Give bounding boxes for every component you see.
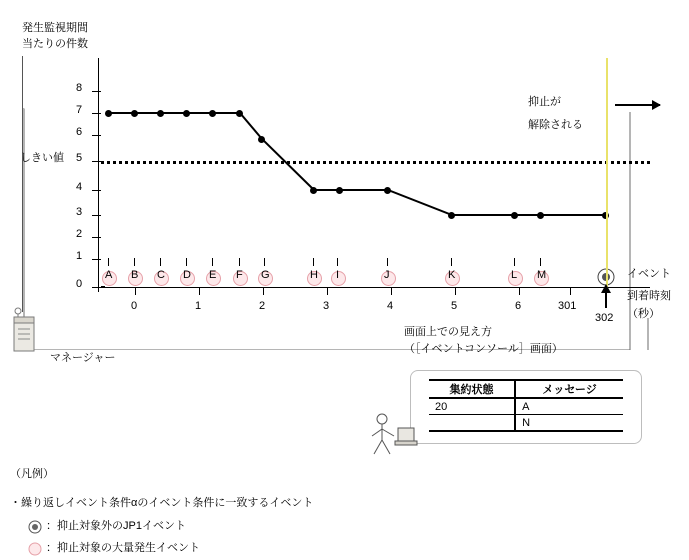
manager-label: マネージャー: [50, 352, 116, 364]
operator-person-icon: [368, 412, 430, 458]
suppress-release-line2: 解除される: [528, 119, 583, 131]
x-tick: [519, 288, 520, 295]
x-tick-label-5: 5: [451, 300, 458, 312]
data-point: [236, 110, 243, 117]
threshold-label: しきい値: [20, 152, 64, 164]
event-stem: [160, 258, 161, 266]
x-tick: [327, 288, 328, 295]
event-stem: [212, 258, 213, 266]
x-tick-label-6: 6: [515, 300, 522, 312]
y-tick-label-0: 0: [76, 278, 83, 290]
y-tick-label-7: 7: [76, 104, 83, 116]
x-tick: [570, 288, 571, 295]
event-marker-B-label: B: [131, 269, 139, 281]
event-marker-I-label: I: [336, 269, 340, 281]
x-tick: [391, 288, 392, 295]
event-marker-K-label: K: [448, 269, 456, 281]
legend-item-jp1-label: ：抑止対象外のJP1イベント: [46, 520, 186, 532]
event-axis-label-line1: イベント: [627, 268, 671, 280]
x-tick-label-2: 2: [259, 300, 266, 312]
event-marker-D-label: D: [183, 269, 191, 281]
legend-title: （凡例）: [10, 468, 54, 480]
cell-message: N: [515, 415, 623, 432]
y-tick-label-3: 3: [76, 206, 83, 218]
manager-server-icon: [6, 305, 52, 357]
event-marker-M-label: M: [537, 269, 547, 281]
event-marker-G-label: G: [261, 269, 270, 281]
y-tick-label-5: 5: [76, 152, 83, 164]
event-marker-H-label: H: [310, 269, 318, 281]
event-stem: [337, 258, 338, 266]
x-tick: [199, 288, 200, 295]
event-stem: [540, 258, 541, 266]
table-row: [429, 398, 623, 415]
y-tick-label-4: 4: [76, 181, 83, 193]
screen-note-line1: 画面上での見え方: [404, 326, 492, 338]
legend-item-suppressed-label: ：抑止対象の大量発生イベント: [46, 542, 200, 554]
suppress-release-line1: 抑止が: [528, 96, 561, 108]
event-marker-E-label: E: [209, 269, 217, 281]
event-marker-J-label: J: [384, 269, 390, 281]
cell-message: A: [515, 398, 623, 415]
y-tick-label-2: 2: [76, 228, 83, 240]
release-up-arrow-icon: [605, 292, 607, 308]
event-stem: [387, 258, 388, 266]
legend-item-suppressed: [28, 541, 200, 559]
data-point: [511, 212, 518, 219]
x-tick: [135, 288, 136, 295]
x-tick-label-4: 4: [387, 300, 394, 312]
x-tick: [455, 288, 456, 295]
event-console-panel[interactable]: [410, 370, 642, 444]
event-stem: [239, 258, 240, 266]
event-stem: [514, 258, 515, 266]
event-marker-C-label: C: [157, 269, 165, 281]
data-point: [131, 110, 138, 117]
y-tick-label-1: 1: [76, 250, 83, 262]
event-stem: [108, 258, 109, 266]
event-stem: [313, 258, 314, 266]
jp1-event-circle-icon: [28, 520, 42, 534]
event-stem: [264, 258, 265, 266]
col-header-state: 集約状態: [429, 380, 515, 398]
table-row: [429, 415, 623, 432]
data-point: [183, 110, 190, 117]
cell-state: [429, 415, 515, 432]
x-tick-label-1: 1: [195, 300, 202, 312]
event-marker-F-label: F: [236, 269, 243, 281]
data-point: [336, 187, 343, 194]
data-point: [209, 110, 216, 117]
event-marker-A-label: A: [105, 269, 113, 281]
suppressed-event-circle-icon: [28, 542, 42, 556]
y-axis-title-line2: 当たりの件数: [22, 38, 88, 50]
event-stem: [451, 258, 452, 266]
data-point: [384, 187, 391, 194]
x-tick: [263, 288, 264, 295]
x-tick-label-302: 302: [595, 312, 614, 324]
time-unit-label: （秒）: [627, 308, 660, 320]
event-stem: [186, 258, 187, 266]
y-axis-title-line1: 発生監視期間: [22, 22, 88, 34]
data-point: [157, 110, 164, 117]
event-console-table: [429, 379, 623, 432]
x-tick-label-3: 3: [323, 300, 330, 312]
y-tick-label-6: 6: [76, 126, 83, 138]
y-tick-label-8: 8: [76, 82, 83, 94]
event-axis-label-line2: 到着時刻: [627, 290, 671, 302]
data-point: [258, 136, 265, 143]
event-stem: [134, 258, 135, 266]
cell-state: 20: [429, 398, 515, 415]
suppression-release-marker: [606, 58, 608, 288]
x-tick-label-0: 0: [131, 300, 138, 312]
x-tick-label-301: 301: [558, 300, 577, 312]
timeline-right-arrow-icon: [615, 104, 660, 106]
event-marker-L-label: L: [511, 269, 518, 281]
screen-note-line2: （［イベントコンソール］画面）: [404, 343, 563, 355]
legend-item-jp1: [28, 519, 186, 537]
data-point: [448, 212, 455, 219]
col-header-message: メッセージ: [515, 380, 623, 398]
legend-bullet-line: ・繰り返しイベント条件αのイベント条件に一致するイベント: [10, 497, 314, 509]
data-point: [537, 212, 544, 219]
x-axis: [98, 287, 650, 288]
data-point: [310, 187, 317, 194]
table-header-row: [429, 380, 623, 398]
data-point: [105, 110, 112, 117]
